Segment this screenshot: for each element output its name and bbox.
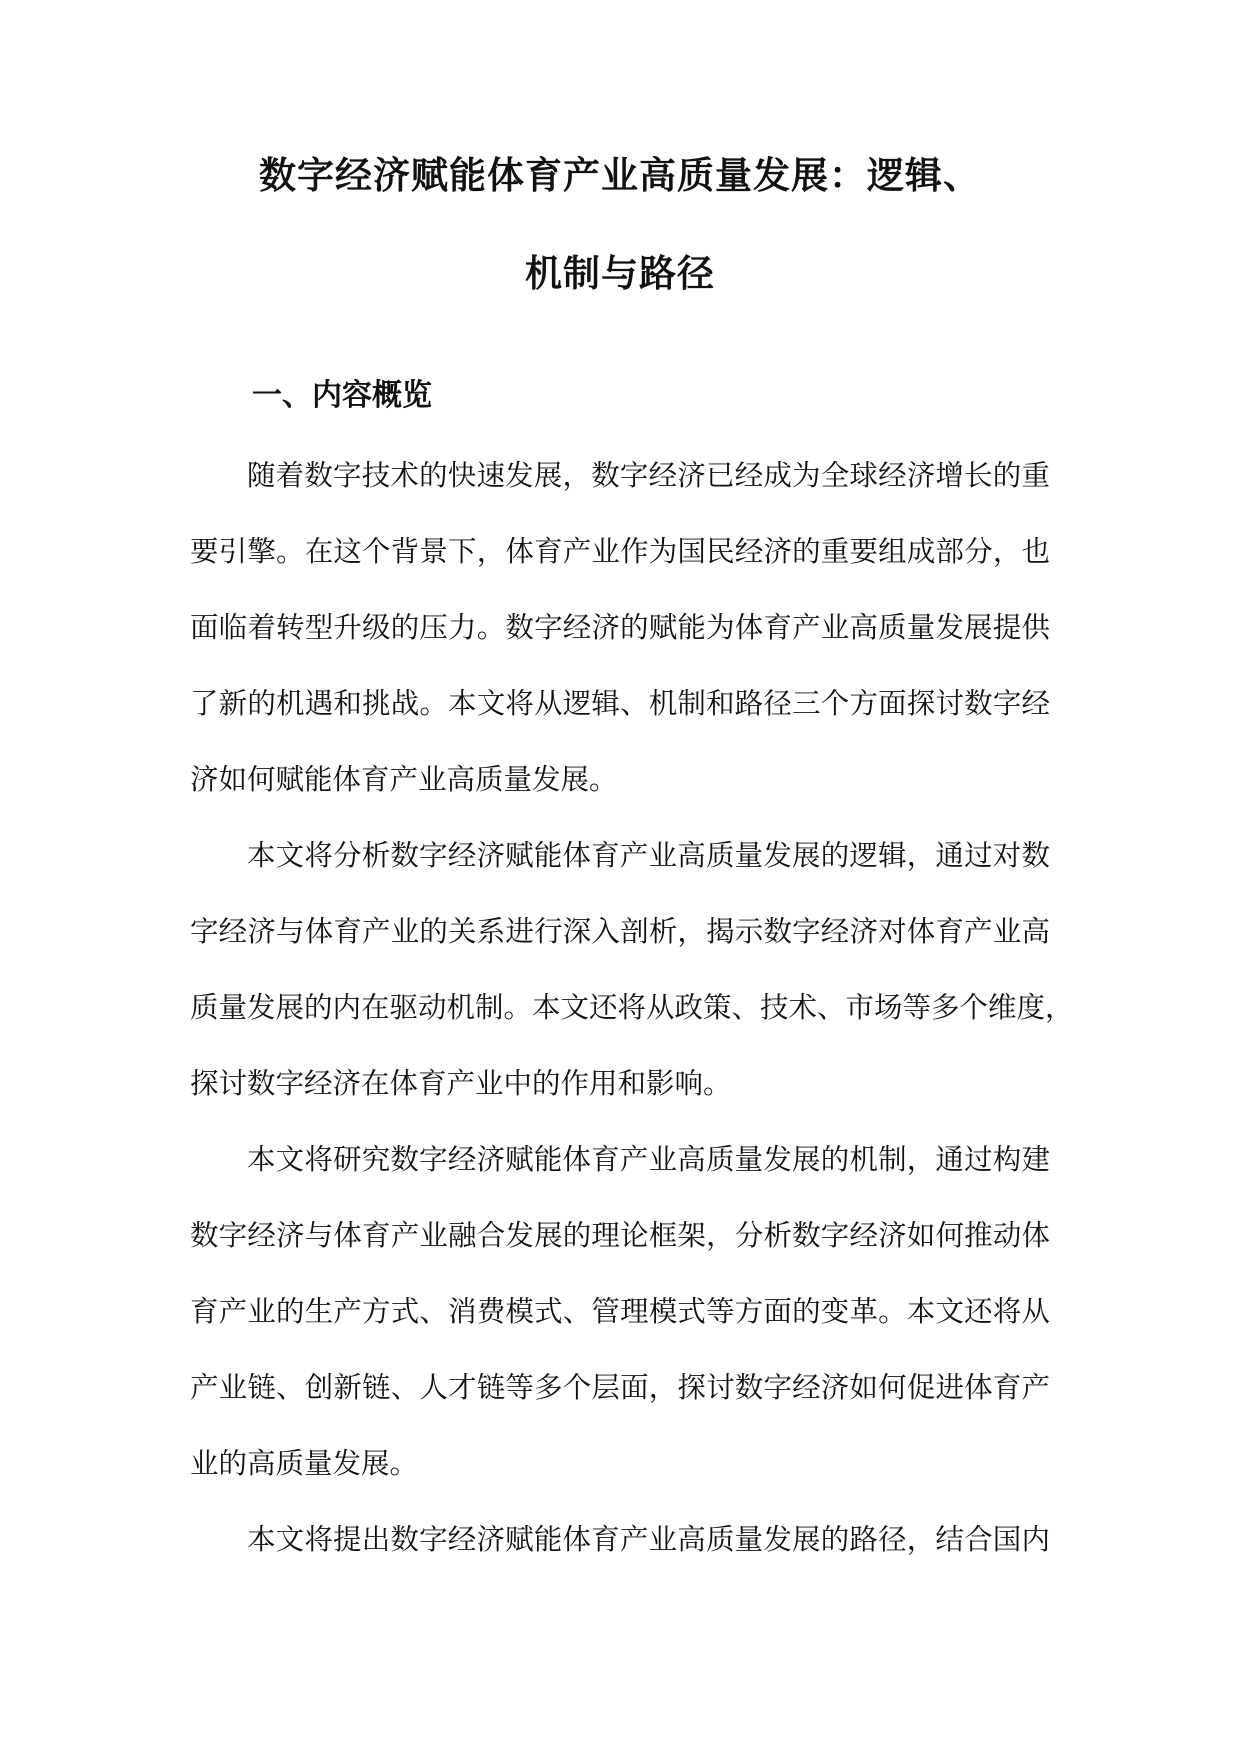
- paragraph-3-line-3: 育产业的生产方式、消费模式、管理模式等方面的变革。本文还将从: [190, 1295, 1050, 1328]
- paragraph-3-line-4: 产业链、创新链、人才链等多个层面，探讨数字经济如何促进体育产: [190, 1371, 1050, 1404]
- paragraph-2-line-2: 字经济与体育产业的关系进行深入剖析，揭示数字经济对体育产业高: [190, 915, 1050, 948]
- document-title-line-2: 机制与路径: [525, 252, 715, 295]
- paragraph-1-line-4: 了新的机遇和挑战。本文将从逻辑、机制和路径三个方面探讨数字经: [190, 687, 1050, 720]
- paragraph-3-line-2: 数字经济与体育产业融合发展的理论框架，分析数字经济如何推动体: [190, 1219, 1050, 1252]
- paragraph-1-line-5: 济如何赋能体育产业高质量发展。: [190, 763, 618, 796]
- paragraph-1-line-1: 随着数字技术的快速发展，数字经济已经成为全球经济增长的重: [247, 459, 1050, 492]
- paragraph-3-line-1: 本文将研究数字经济赋能体育产业高质量发展的机制，通过构建: [247, 1143, 1050, 1176]
- document-title-line-1: 数字经济赋能体育产业高质量发展：逻辑、: [259, 154, 981, 197]
- paragraph-1-line-2: 要引擎。在这个背景下，体育产业作为国民经济的重要组成部分，也: [190, 535, 1050, 568]
- section-heading: 一、内容概览: [252, 378, 432, 413]
- paragraph-4-line-1: 本文将提出数字经济赋能体育产业高质量发展的路径，结合国内: [247, 1523, 1050, 1556]
- paragraph-2-line-3: 质量发展的内在驱动机制。本文还将从政策、技术、市场等多个维度，: [190, 991, 1074, 1024]
- paragraph-3-line-5: 业的高质量发展。: [190, 1447, 419, 1480]
- paragraph-2-line-1: 本文将分析数字经济赋能体育产业高质量发展的逻辑，通过对数: [247, 839, 1050, 872]
- paragraph-1-line-3: 面临着转型升级的压力。数字经济的赋能为体育产业高质量发展提供: [190, 611, 1050, 644]
- paragraph-2-line-4: 探讨数字经济在体育产业中的作用和影响。: [190, 1067, 732, 1100]
